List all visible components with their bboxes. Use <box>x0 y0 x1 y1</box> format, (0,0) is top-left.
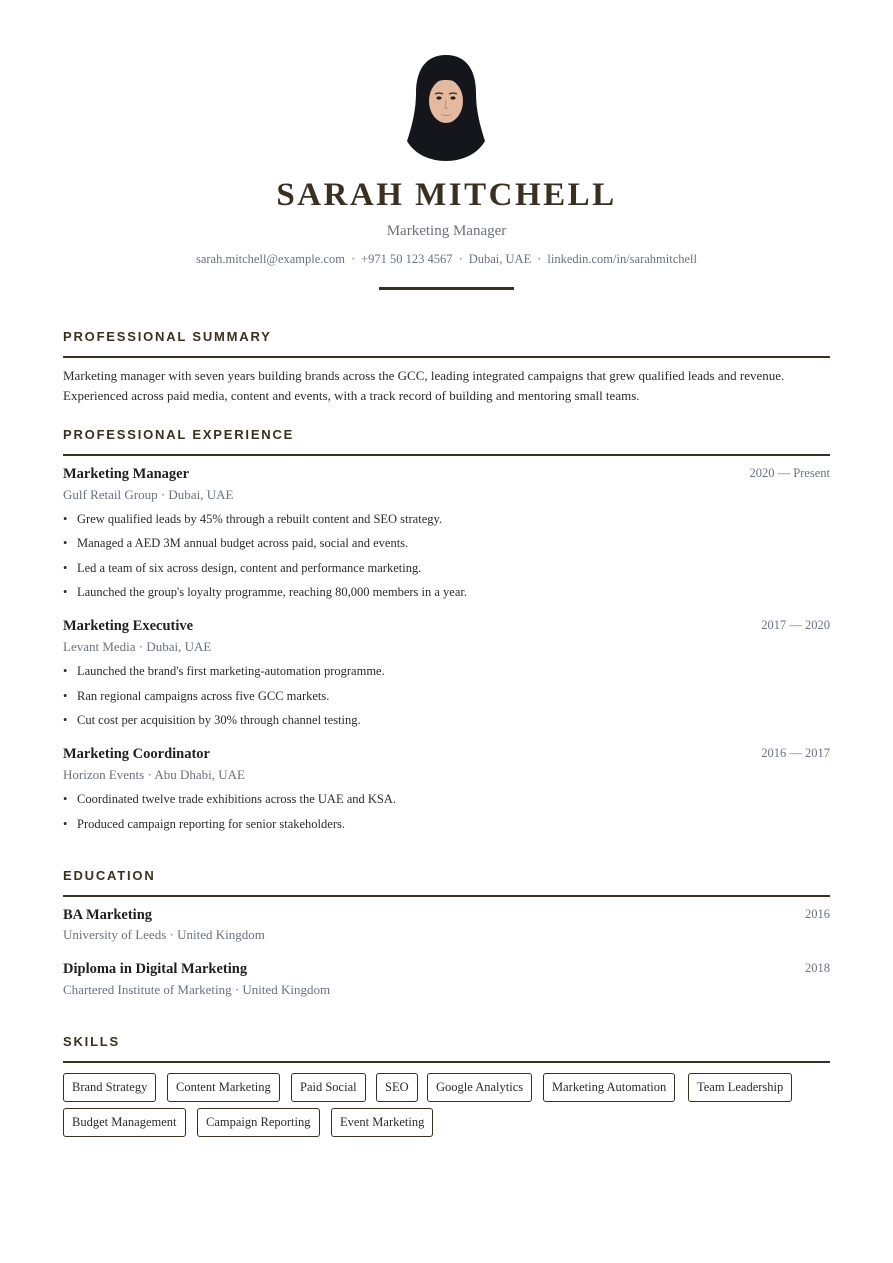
education-degree: BA Marketing <box>63 907 153 923</box>
skill-chip: Paid Social <box>291 1073 366 1102</box>
summary-heading: PROFESSIONAL SUMMARY <box>63 329 272 344</box>
skills-heading: SKILLS <box>63 1034 121 1049</box>
job-bullet: • Coordinated twelve trade exhibitions across the UAE and KSA. <box>63 792 397 806</box>
summary-text <box>63 366 833 406</box>
contact-separator: · <box>537 252 542 266</box>
summary-line: Marketing manager with seven years building brands across the GCC, leading integrated campaigns that grew qualified leads and revenue. <box>63 368 785 383</box>
header-divider <box>379 287 514 290</box>
contact-line <box>0 250 893 268</box>
job-company: Levant Media · Dubai, UAE <box>63 639 212 654</box>
skill-chip: Google Analytics <box>427 1073 532 1102</box>
education-heading: EDUCATION <box>63 868 156 883</box>
candidate-name: SARAH MITCHELL <box>276 177 617 213</box>
education-divider <box>63 895 830 897</box>
job-bullet: • Launched the brand's first marketing-automation programme. <box>63 664 385 678</box>
job-bullet: • Managed a AED 3M annual budget across paid, social and events. <box>63 536 409 550</box>
contact-separator: · <box>350 252 356 266</box>
job-bullet: • Produced campaign reporting for senior stakeholders. <box>63 817 345 831</box>
education-degree: Diploma in Digital Marketing <box>63 961 248 977</box>
job-dates: 2016 — 2017 <box>761 746 830 760</box>
job-dates: 2017 — 2020 <box>761 618 830 632</box>
avatar <box>403 53 489 163</box>
job-bullet: • Grew qualified leads by 45% through a rebuilt content and SEO strategy. <box>63 512 443 526</box>
email-link[interactable]: sarah.mitchell@example.com <box>195 252 345 266</box>
skills-divider <box>63 1061 830 1063</box>
education-school: University of Leeds · United Kingdom <box>63 927 265 942</box>
linkedin-link[interactable]: linkedin.com/in/sarahmitchell <box>547 252 698 266</box>
job-company: Horizon Events · Abu Dhabi, UAE <box>63 767 245 782</box>
job-bullet: • Launched the group's loyalty programme, reaching 80,000 members in a year. <box>63 585 467 599</box>
job-title: Marketing Manager <box>63 466 190 482</box>
summary-divider <box>63 356 830 358</box>
skill-chip: Team Leadership <box>688 1073 792 1102</box>
contact-separator: · <box>458 252 463 266</box>
job-company: Gulf Retail Group · Dubai, UAE <box>63 487 234 502</box>
job-title: Marketing Coordinator <box>63 746 210 762</box>
education-year: 2018 <box>805 961 830 975</box>
education-year: 2016 <box>805 907 830 921</box>
job-bullet: • Cut cost per acquisition by 30% through channel testing. <box>63 713 361 727</box>
skill-chip: Event Marketing <box>331 1108 433 1137</box>
location: Dubai, UAE <box>468 252 532 266</box>
skill-chip: Campaign Reporting <box>197 1108 320 1137</box>
job-bullet: • Led a team of six across design, content and performance marketing. <box>63 561 422 575</box>
experience-heading: PROFESSIONAL EXPERIENCE <box>63 427 295 442</box>
skill-chip: SEO <box>376 1073 418 1102</box>
skill-chip: Budget Management <box>63 1108 186 1137</box>
summary-line: Experienced across paid media, content and events, with a track record of building and mentoring small teams. <box>63 388 640 403</box>
phone-number: +971 50 123 4567 <box>361 252 453 266</box>
experience-divider <box>63 454 830 456</box>
profile-photo <box>403 53 489 163</box>
skill-chip: Content Marketing <box>167 1073 280 1102</box>
education-school: Chartered Institute of Marketing · United Kingdom <box>63 982 331 997</box>
skill-chip: Brand Strategy <box>63 1073 156 1102</box>
job-title: Marketing Executive <box>63 618 194 634</box>
job-dates: 2020 — Present <box>749 466 830 480</box>
candidate-role: Marketing Manager <box>386 223 507 239</box>
job-bullet: • Ran regional campaigns across five GCC markets. <box>63 689 330 703</box>
skill-chip: Marketing Automation <box>543 1073 675 1102</box>
